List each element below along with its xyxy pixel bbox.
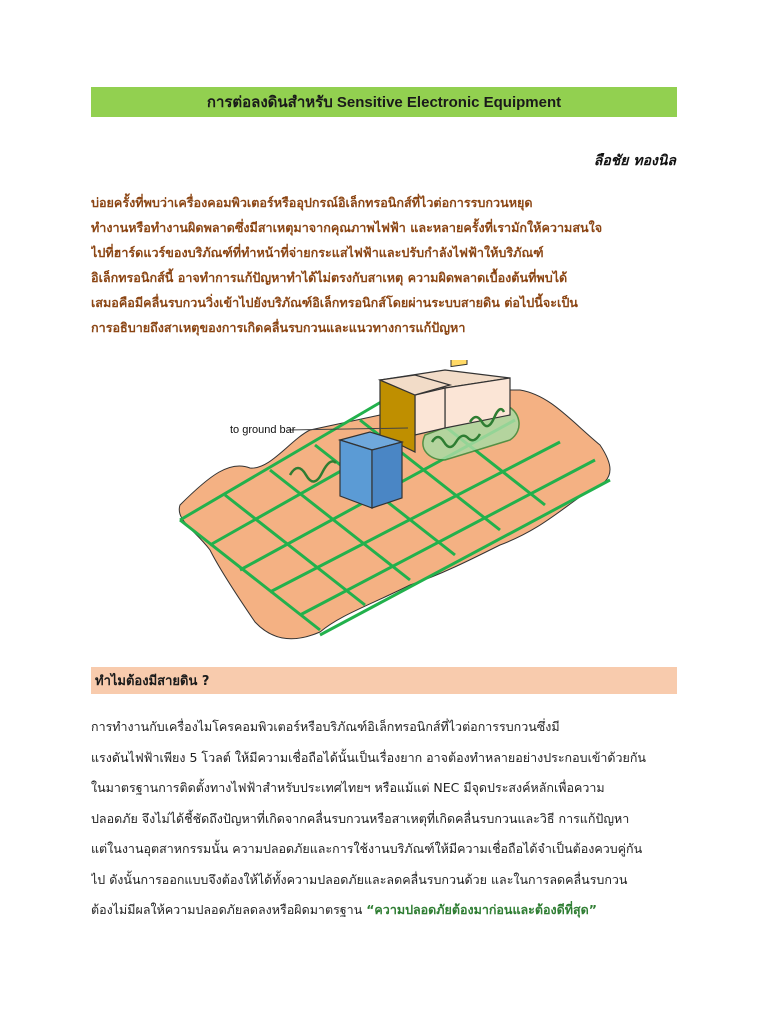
body-line: ไป ดังนั้นการออกแบบจึงต้องให้ได้ทั้งความปลอดภัยและลดคลื่นรบกวนด้วย และในการลดคลื่นรบกวน [91, 871, 628, 887]
body-line: ในมาตรฐานการติดตั้งทางไฟฟ้าสำหรับประเทศไทยฯ หรือแม้แต่ NEC มีจุดประสงค์หลักเพื่อความ [91, 780, 605, 795]
intro-line: บ่อยครั้งที่พบว่าเครื่องคอมพิวเตอร์หรืออุปกรณ์อิเล็กทรอนิกส์ที่ไวต่อการรบกวนหยุด [91, 195, 533, 210]
page-title [91, 87, 677, 117]
body-line-prefix: ต้องไม่มีผลให้ความปลอดภัยลดลงหรือผิดมาตรฐาน [91, 902, 367, 917]
intro-line: ไปที่ฮาร์ดแวร์ของบริภัณฑ์ที่ทำหน้าที่จ่ายกระแสไฟฟ้าและปรับกำลังไฟฟ้าให้บริภัณฑ์ [91, 245, 544, 260]
section-heading-text: ทำไมต้องมีสายดิน ? [95, 674, 210, 689]
body-line: แรงดันไฟฟ้าเพียง 5 โวลต์ ให้มีความเชื่อถือได้นั้นเป็นเรื่องยาก อาจต้องทำหลายอย่างประกอบเข้าด้วยกัน [91, 749, 646, 765]
intro-line: อิเล็กทรอนิกส์นี้ อาจทำการแก้ปัญหาทำได้ไม่ตรงกับสาเหตุ ความผิดพลาดเบื้องต้นที่พบได้ [91, 270, 568, 285]
intro-line: การอธิบายถึงสาเหตุของการเกิดคลื่นรบกวนและแนวทางการแก้ปัญหา [91, 320, 466, 335]
intro-paragraph [91, 190, 677, 340]
electronic-equipment-box [340, 432, 402, 508]
grounding-diagram [170, 360, 620, 660]
body-line-last [91, 895, 677, 926]
intro-line: ทำงานหรือทำงานผิดพลาดซึ่งมีสาเหตุมาจากคุณภาพไฟฟ้า และหลายครั้งที่เรามักให้ความสนใจ [91, 220, 603, 235]
body-line: การทำงานกับเครื่องไมโครคอมพิวเตอร์หรือบริภัณฑ์อิเล็กทรอนิกส์ที่ไวต่อการรบกวนซึ่งมี [91, 719, 560, 734]
page-title-text: การต่อลงดินสำหรับ Sensitive Electronic Equipment [206, 94, 562, 111]
body-line: ปลอดภัย จึงไม่ได้ชี้ชัดถึงปัญหาที่เกิดจากคลื่นรบกวนหรือสาเหตุที่เกิดคลื่นรบกวนและวิธี การแก้ปัญหา [91, 810, 630, 826]
author-name: ลือชัย ทองนิล [593, 153, 676, 169]
intro-line: เสมอคือมีคลื่นรบกวนวิ่งเข้าไปยังบริภัณฑ์อิเล็กทรอนิกส์โดยผ่านระบบสายดิน ต่อไปนี้จะเป็น [91, 295, 578, 310]
safety-quote: “ความปลอดภัยต้องมาก่อนและต้องดีที่สุด” [366, 902, 597, 917]
body-line: แต่ในงานอุตสาหกรรมนั้น ความปลอดภัยและการใช้งานบริภัณฑ์ให้มีความเชื่อถือได้จำเป็นต้องควบคู่กัน [91, 841, 643, 856]
section-heading [91, 667, 677, 694]
ground-bar-label: to ground bar [230, 424, 296, 436]
body-paragraph [91, 712, 677, 926]
